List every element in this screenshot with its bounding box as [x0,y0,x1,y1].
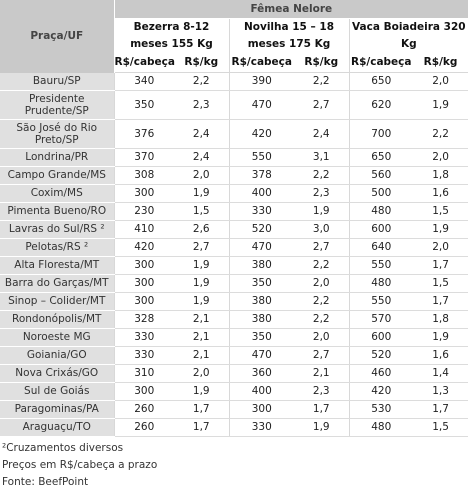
price-per-kg-cell: 1,9 [413,91,468,120]
sub-header: R$/kg [413,53,468,73]
table-row [0,365,468,383]
table-row [0,293,468,311]
price-per-head-cell: 310 [114,365,174,383]
price-per-kg-cell: 2,0 [413,73,468,91]
source-note: Fonte: BeefPoint [2,476,89,488]
price-per-head-cell: 470 [229,347,294,365]
place-column-header: Praça/UF [0,0,114,73]
price-per-kg-cell: 2,2 [294,293,349,311]
price-per-kg-cell: 3,0 [294,221,349,239]
price-per-head-cell: 300 [114,257,174,275]
price-per-kg-cell: 1,5 [413,203,468,221]
category-header: Novilha 15 – 18 meses 175 Kg [229,19,349,54]
table-row [0,419,468,437]
price-per-head-cell: 460 [349,365,413,383]
price-per-kg-cell: 2,0 [294,329,349,347]
price-per-kg-cell: 1,9 [174,275,229,293]
price-per-kg-cell: 2,0 [294,275,349,293]
place-cell: Presidente Prudente/SP [0,91,114,120]
price-per-kg-cell: 1,7 [413,401,468,419]
place-cell: Araguaçu/TO [0,419,114,437]
price-per-kg-cell: 1,9 [294,419,349,437]
price-per-kg-cell: 1,6 [413,347,468,365]
price-per-kg-cell: 1,4 [413,365,468,383]
price-per-kg-cell: 2,4 [174,120,229,149]
price-per-kg-cell: 2,2 [294,311,349,329]
price-per-head-cell: 470 [229,91,294,120]
table-row [0,401,468,419]
price-per-kg-cell: 1,9 [174,185,229,203]
price-per-head-cell: 400 [229,185,294,203]
table-body [0,73,468,437]
price-per-head-cell: 650 [349,149,413,167]
price-per-kg-cell: 1,5 [174,203,229,221]
price-per-kg-cell: 1,7 [413,257,468,275]
price-per-head-cell: 480 [349,419,413,437]
price-per-head-cell: 350 [229,329,294,347]
price-per-head-cell: 330 [114,347,174,365]
price-per-head-cell: 300 [114,293,174,311]
price-per-kg-cell: 1,7 [294,401,349,419]
sub-header: R$/cabeça [114,53,174,73]
place-cell: Pimenta Bueno/RO [0,203,114,221]
price-per-head-cell: 340 [114,73,174,91]
price-per-head-cell: 500 [349,185,413,203]
place-cell: Goiania/GO [0,347,114,365]
place-cell: Noroeste MG [0,329,114,347]
place-cell: Londrina/PR [0,149,114,167]
place-cell: Paragominas/PA [0,401,114,419]
price-per-head-cell: 700 [349,120,413,149]
table-notes [0,440,468,491]
price-per-kg-cell: 2,1 [294,365,349,383]
price-per-kg-cell: 1,9 [413,329,468,347]
price-per-kg-cell: 2,6 [174,221,229,239]
place-cell: Coxim/MS [0,185,114,203]
price-per-head-cell: 400 [229,383,294,401]
price-per-head-cell: 390 [229,73,294,91]
table-row [0,275,468,293]
place-cell: Rondonópolis/MT [0,311,114,329]
price-per-head-cell: 380 [229,257,294,275]
price-per-head-cell: 260 [114,401,174,419]
group-header-row [0,0,468,19]
price-per-kg-cell: 1,3 [413,383,468,401]
price-per-kg-cell: 1,8 [413,311,468,329]
price-per-kg-cell: 1,9 [174,293,229,311]
price-per-kg-cell: 3,1 [294,149,349,167]
place-cell: Bauru/SP [0,73,114,91]
price-per-head-cell: 550 [349,293,413,311]
price-per-head-cell: 520 [349,347,413,365]
category-header: Bezerra 8-12 meses 155 Kg [114,19,229,54]
price-per-head-cell: 330 [229,419,294,437]
payment-note: Preços em R$/cabeça a prazo [2,459,158,471]
price-per-kg-cell: 2,3 [294,185,349,203]
table-row [0,73,468,91]
place-cell: São José do Rio Preto/SP [0,120,114,149]
price-per-head-cell: 380 [229,293,294,311]
price-per-kg-cell: 1,9 [174,257,229,275]
table-row [0,149,468,167]
place-cell: Campo Grande/MS [0,167,114,185]
price-per-kg-cell: 2,7 [294,91,349,120]
price-per-head-cell: 376 [114,120,174,149]
price-per-kg-cell: 2,7 [174,239,229,257]
price-per-head-cell: 350 [114,91,174,120]
price-per-head-cell: 600 [349,221,413,239]
price-per-head-cell: 550 [229,149,294,167]
price-per-kg-cell: 2,2 [174,73,229,91]
table-row [0,311,468,329]
price-per-kg-cell: 2,2 [294,167,349,185]
table-row [0,167,468,185]
sub-header: R$/cabeça [349,53,413,73]
table-row [0,383,468,401]
price-per-head-cell: 300 [114,185,174,203]
price-per-head-cell: 360 [229,365,294,383]
table-row [0,91,468,120]
price-per-head-cell: 300 [229,401,294,419]
price-per-head-cell: 330 [229,203,294,221]
footnote: ²Cruzamentos diversos [2,442,124,454]
price-per-head-cell: 370 [114,149,174,167]
price-per-head-cell: 480 [349,275,413,293]
price-per-kg-cell: 1,9 [174,383,229,401]
price-per-head-cell: 260 [114,419,174,437]
place-cell: Barra do Garças/MT [0,275,114,293]
price-per-head-cell: 308 [114,167,174,185]
price-per-kg-cell: 1,9 [413,221,468,239]
price-per-kg-cell: 1,9 [294,203,349,221]
price-per-head-cell: 328 [114,311,174,329]
price-per-kg-cell: 1,7 [413,293,468,311]
place-cell: Lavras do Sul/RS ² [0,221,114,239]
price-per-head-cell: 300 [114,383,174,401]
price-per-kg-cell: 2,7 [294,239,349,257]
price-per-kg-cell: 2,4 [174,149,229,167]
price-per-kg-cell: 2,0 [174,167,229,185]
place-cell: Sul de Goiás [0,383,114,401]
table-row [0,257,468,275]
table-row [0,239,468,257]
price-per-head-cell: 620 [349,91,413,120]
sub-header: R$/cabeça [229,53,294,73]
table-row [0,203,468,221]
price-per-kg-cell: 1,8 [413,167,468,185]
price-per-kg-cell: 2,2 [294,257,349,275]
price-per-head-cell: 550 [349,257,413,275]
sub-header: R$/kg [294,53,349,73]
price-per-head-cell: 350 [229,275,294,293]
price-per-kg-cell: 2,2 [294,73,349,91]
place-cell: Pelotas/RS ² [0,239,114,257]
price-per-head-cell: 530 [349,401,413,419]
sub-header: R$/kg [174,53,229,73]
price-per-head-cell: 570 [349,311,413,329]
price-per-kg-cell: 2,4 [294,120,349,149]
price-per-kg-cell: 2,2 [413,120,468,149]
table-row [0,221,468,239]
price-per-head-cell: 410 [114,221,174,239]
price-per-head-cell: 600 [349,329,413,347]
price-per-head-cell: 300 [114,275,174,293]
price-per-head-cell: 230 [114,203,174,221]
price-per-kg-cell: 2,7 [294,347,349,365]
price-per-head-cell: 420 [229,120,294,149]
table-row [0,185,468,203]
price-per-head-cell: 470 [229,239,294,257]
price-per-kg-cell: 1,6 [413,185,468,203]
price-per-head-cell: 330 [114,329,174,347]
price-per-kg-cell: 1,7 [174,401,229,419]
price-per-head-cell: 420 [114,239,174,257]
price-per-kg-cell: 2,1 [174,347,229,365]
price-per-head-cell: 560 [349,167,413,185]
group-title: Fêmea Nelore [114,0,468,19]
price-per-head-cell: 420 [349,383,413,401]
price-per-head-cell: 380 [229,311,294,329]
place-cell: Alta Floresta/MT [0,257,114,275]
price-per-kg-cell: 2,0 [413,239,468,257]
price-per-kg-cell: 2,1 [174,329,229,347]
price-per-kg-cell: 2,3 [294,383,349,401]
price-per-head-cell: 650 [349,73,413,91]
price-per-kg-cell: 1,7 [174,419,229,437]
category-header: Vaca Boiadeira 320 Kg [349,19,468,54]
price-per-head-cell: 480 [349,203,413,221]
price-per-kg-cell: 1,5 [413,419,468,437]
price-per-kg-cell: 2,3 [174,91,229,120]
place-cell: Nova Crixás/GO [0,365,114,383]
table-row [0,120,468,149]
price-per-kg-cell: 1,5 [413,275,468,293]
price-per-kg-cell: 2,1 [174,311,229,329]
price-per-head-cell: 640 [349,239,413,257]
price-per-head-cell: 378 [229,167,294,185]
price-per-kg-cell: 2,0 [174,365,229,383]
place-cell: Sinop – Colider/MT [0,293,114,311]
table-row [0,329,468,347]
table-row [0,347,468,365]
price-per-kg-cell: 2,0 [413,149,468,167]
price-per-head-cell: 520 [229,221,294,239]
